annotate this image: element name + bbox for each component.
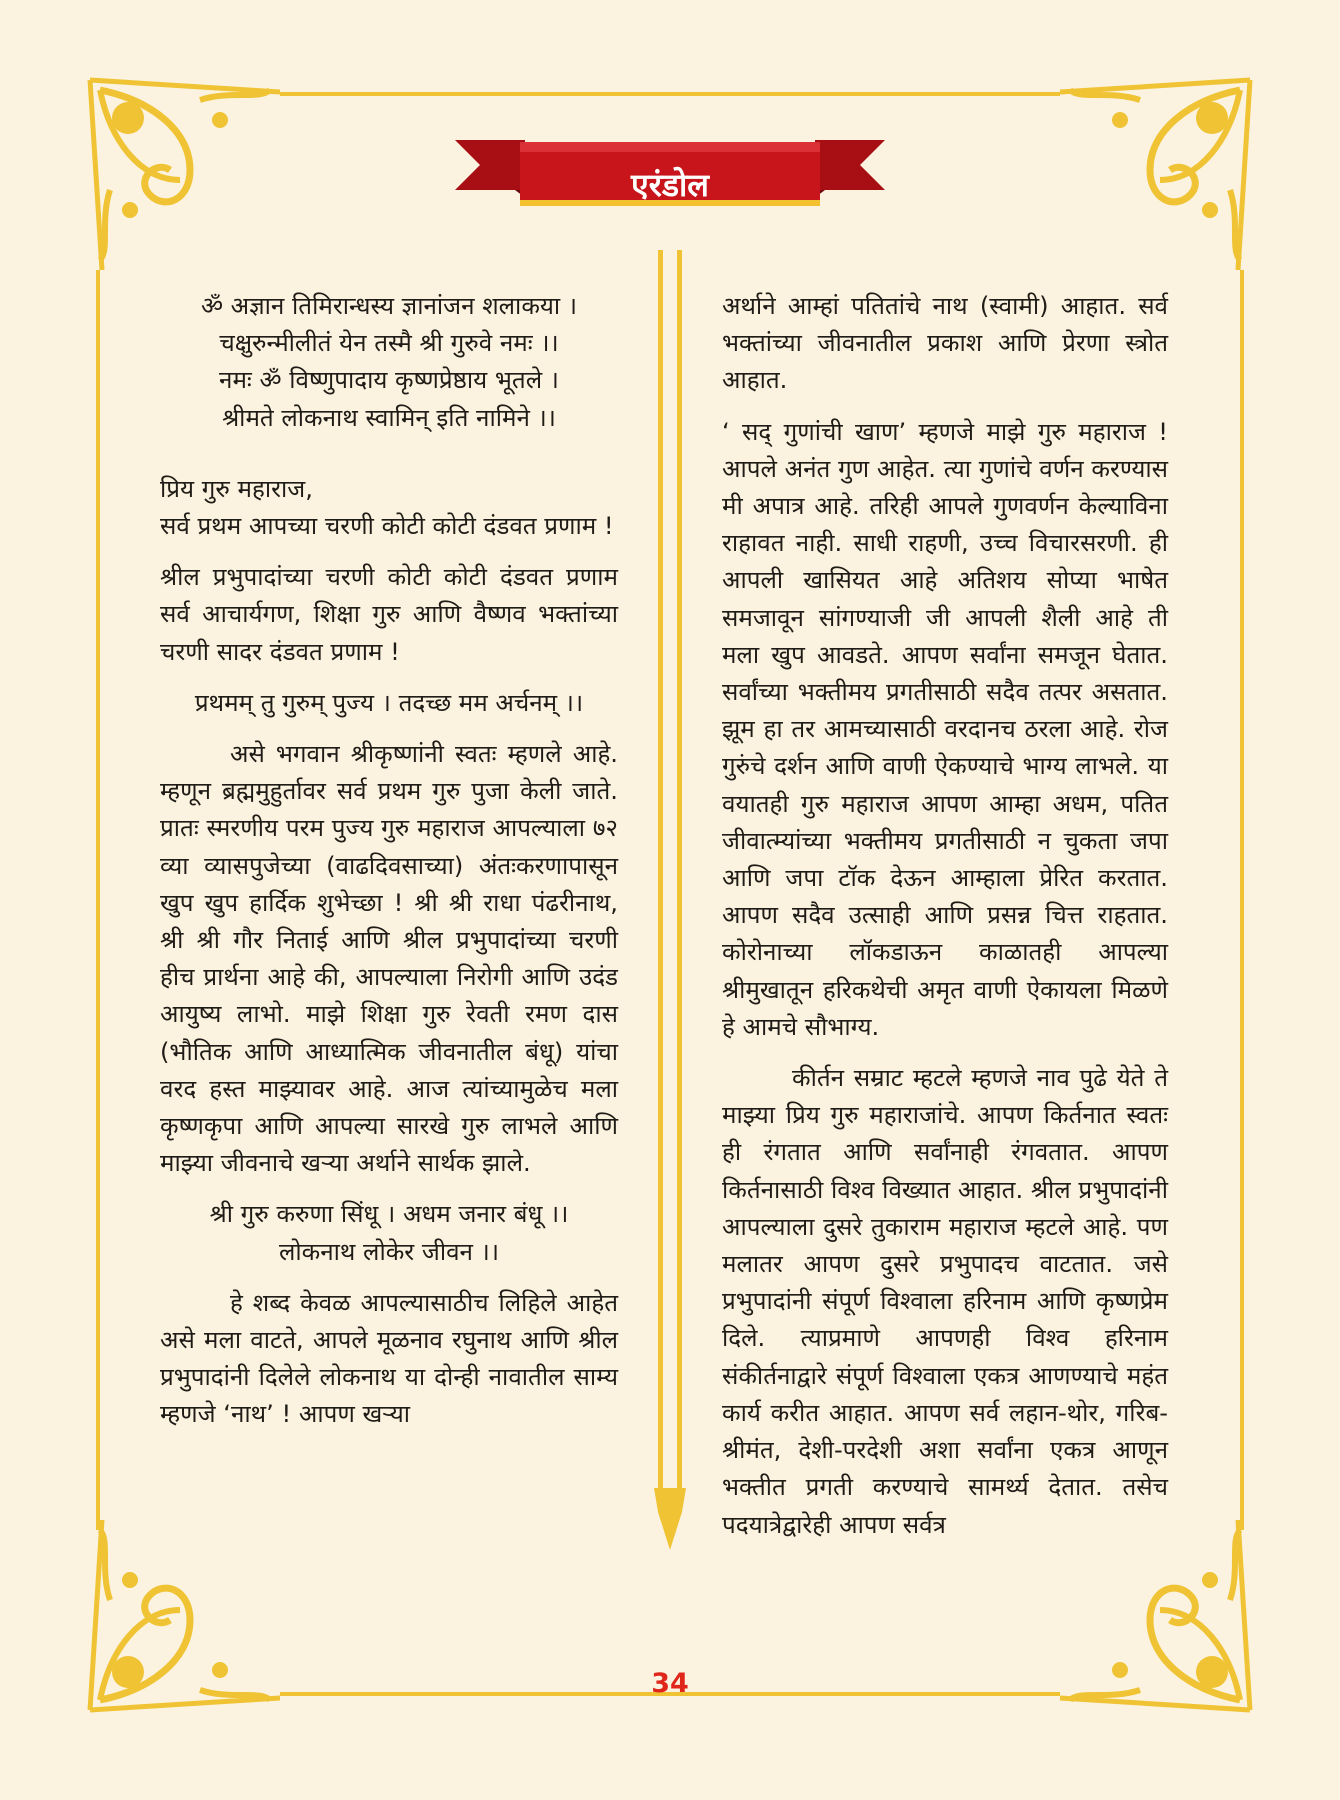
verse: प्रथमम् तु गुरुम् पुज्य । तदच्छ मम अर्चनम् ।। [194, 688, 584, 717]
verse-line-1: श्री गुरु करुणा सिंधू । अधम जनार बंधू ।। [209, 1200, 569, 1229]
paragraph: हे शब्द केवळ आपल्यासाठीच लिहिले आहेत असे मला वाटते, आपले मूळनाव रघुनाथ आणि श्रील प्रभुपादांनी दिलेले लोकनाथ या दोन्ही नावातील साम्य म्हणजे ‘नाथ’ ! आपण खऱ्या [160, 1288, 618, 1429]
paragraph: सर्व प्रथम आपच्या चरणी कोटी कोटी दंडवत प्रणाम ! [160, 512, 614, 541]
salutation: प्रिय गुरु महाराज, [160, 474, 313, 503]
shloka-line-2: चक्षुरुन्मीलीतं येन तस्मै श्री गुरुवे नमः ।। [219, 329, 559, 358]
corner-ornament-top-right [1040, 60, 1270, 290]
verse-line-2: लोकनाथ लोकेर जीवन ।। [278, 1237, 499, 1266]
column-divider [648, 250, 692, 1590]
shloka-line-3: नमः ॐ विष्णुपादाय कृष्णप्रेष्ठाय भूतले । [219, 366, 559, 395]
page-title: एरंडोल [631, 166, 709, 204]
right-column [722, 288, 1168, 1544]
shloka-line-4: श्रीमते लोकनाथ स्वामिन् इति नामिने ।। [222, 403, 556, 432]
shloka-line-1: ॐ अज्ञान तिमिरान्धस्य ज्ञानांजन शलाकया । [200, 292, 578, 320]
frame-left-border [96, 270, 100, 1530]
corner-ornament-top-left [70, 60, 300, 290]
page-number: 34 [651, 1668, 689, 1699]
corner-ornament-bottom-left [70, 1500, 300, 1730]
paragraph: अर्थाने आम्हां पतितांचे नाथ (स्वामी) आहात. सर्व भक्तांच्या जीवनातील प्रकाश आणि प्रेरणा स्त्रोत आहात. [722, 292, 1168, 395]
paragraph: असे भगवान श्रीकृष्णांनी स्वतः म्हणले आहे. म्हणून ब्रह्ममुहुर्तावर सर्व प्रथम गुरु पुजा केली जाते. प्रातः स्मरणीय परम पुज्य गुरु महाराज आपल्याला ७२ व्या व्यासपुजेच्या (वाढदिवसाच्या) अंतःकरणापासून खुप खुप हार्दिक शुभेच्छा ! श्री श्री राधा पंढरीनाथ, श्री श्री गौर निताई आणि श्रील प्रभुपादांच्या चरणी हीच प्रार्थना आहे की, आपल्याला निरोगी आणि उदंड आयुष्य लाभो. माझे शिक्षा गुरु रेवती रमण दास (भौतिक आणि आध्यात्मिक जीवनातील बंधू) यांचा वरद हस्त माझ्यावर आहे. आज त्यांच्यामुळेच मला कृष्णकृपा आणि आपल्या सारखे गुरु लाभले आणि माझ्या जीवनाचे खऱ्या अर्थाने सार्थक झाले. [160, 740, 618, 1178]
left-column [160, 288, 618, 1434]
frame-top-border [280, 92, 1060, 96]
frame-right-border [1240, 270, 1244, 1530]
paragraph: कीर्तन सम्राट म्हटले म्हणजे नाव पुढे येते ते माझ्या प्रिय गुरु महाराजांचे. आपण किर्तनात स्वतः ही रंगतात आणि सर्वांनाही रंगवतात. आपण किर्तनासाठी विश्व विख्यात आहात. श्रील प्रभुपादांनी आपल्याला दुसरे तुकाराम महाराज म्हटले आहे. पण मलातर आपण दुसरे प्रभुपादच वाटतात. जसे प्रभुपादांनी संपूर्ण विश्वाला हरिनाम आणि कृष्णप्रेम दिले. त्याप्रमाणे आपणही विश्व हरिनाम संकीर्तनाद्वारे संपूर्ण विश्वाला एकत्र आणण्याचे महंत कार्य करीत आहात. आपण सर्व लहान-थोर, गरिब-श्रीमंत, देशी-परदेशी अशा सर्वांना एकत्र आणून भक्तीत प्रगती करण्याचे सामर्थ्य देतात. तसेच पदयात्रेद्वारेही आपण सर्वत्र [722, 1064, 1168, 1539]
paragraph: ‘ सद् गुणांची खाण’ म्हणजे माझे गुरु महाराज ! आपले अनंत गुण आहेत. त्या गुणांचे वर्णन करण्यास मी अपात्र आहे. तरिही आपले गुणवर्णन केल्याविना राहावत नाही. साधी राहणी, उच्च विचारसरणी. ही आपली खासियत आहे अतिशय सोप्या भाषेत समजावून सांगण्याजी जी आपली शैली आहे ती मला खुप आवडते. आपण सर्वांना समजून घेतात. सर्वांच्या भक्तीमय प्रगतीसाठी सदैव तत्पर असतात. झूम हा तर आमच्यासाठी वरदानच ठरला आहे. रोज गुरुंचे दर्शन आणि वाणी ऐकण्याचे भाग्य लाभले. या वयातही गुरु महाराज आपण आम्हा अधम, पतित जीवात्म्यांच्या भक्तीमय प्रगतीसाठी न चुकता जपा आणि जपा टॉक देऊन आम्हाला प्रेरित करतात. आपण सदैव उत्साही आणि प्रसन्न चित्त राहतात. कोरोनाच्या लॉकडाऊन काळातही आपल्या श्रीमुखातून हरिकथेची अमृत वाणी ऐकायला मिळणे हे आमचे सौभाग्य. [722, 417, 1168, 1041]
paragraph: श्रील प्रभुपादांच्या चरणी कोटी कोटी दंडवत प्रणाम सर्व आचार्यगण, शिक्षा गुरु आणि वैष्णव भक्तांच्या चरणी सादर दंडवत प्रणाम ! [160, 563, 618, 666]
